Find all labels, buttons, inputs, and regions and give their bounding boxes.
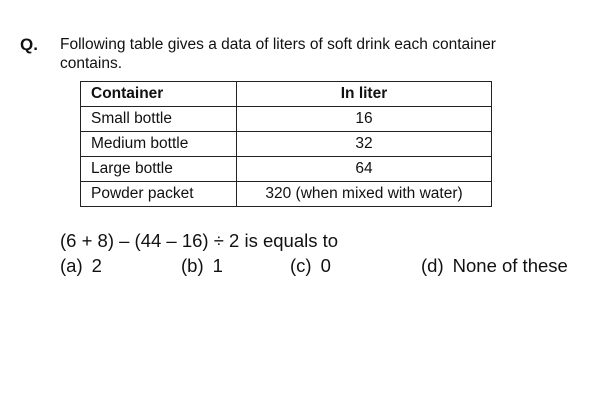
cell-container: Powder packet <box>81 182 237 207</box>
option-b[interactable] <box>181 255 223 277</box>
option-letter: (b) <box>181 255 204 276</box>
option-text: 0 <box>320 255 331 276</box>
header-container: Container <box>81 82 237 107</box>
table-row <box>81 107 492 132</box>
cell-liter: 16 <box>237 107 492 132</box>
option-text: None of these <box>452 255 568 276</box>
option-text: 2 <box>91 255 102 276</box>
question-text: Following table gives a data of liters of soft drink each container contains. <box>60 36 496 72</box>
sub-question: (6 + 8) – (44 – 16) ÷ 2 is equals to <box>60 230 339 251</box>
cell-container: Small bottle <box>81 107 237 132</box>
option-letter: (c) <box>290 255 312 276</box>
table-row <box>81 182 492 207</box>
header-in-liter: In liter <box>237 82 492 107</box>
table-row <box>81 157 492 182</box>
data-table <box>80 81 492 207</box>
question-label: Q. <box>20 35 38 54</box>
options-row <box>60 255 600 279</box>
cell-liter: 64 <box>237 157 492 182</box>
option-letter: (d) <box>421 255 444 276</box>
option-c[interactable] <box>290 255 331 277</box>
option-text: 1 <box>212 255 223 276</box>
cell-liter: 320 (when mixed with water) <box>237 182 492 207</box>
option-a[interactable] <box>60 255 102 277</box>
cell-container: Medium bottle <box>81 132 237 157</box>
cell-container: Large bottle <box>81 157 237 182</box>
option-d[interactable] <box>421 255 568 277</box>
cell-liter: 32 <box>237 132 492 157</box>
table-row <box>81 132 492 157</box>
table-header-row <box>81 82 492 107</box>
option-letter: (a) <box>60 255 83 276</box>
